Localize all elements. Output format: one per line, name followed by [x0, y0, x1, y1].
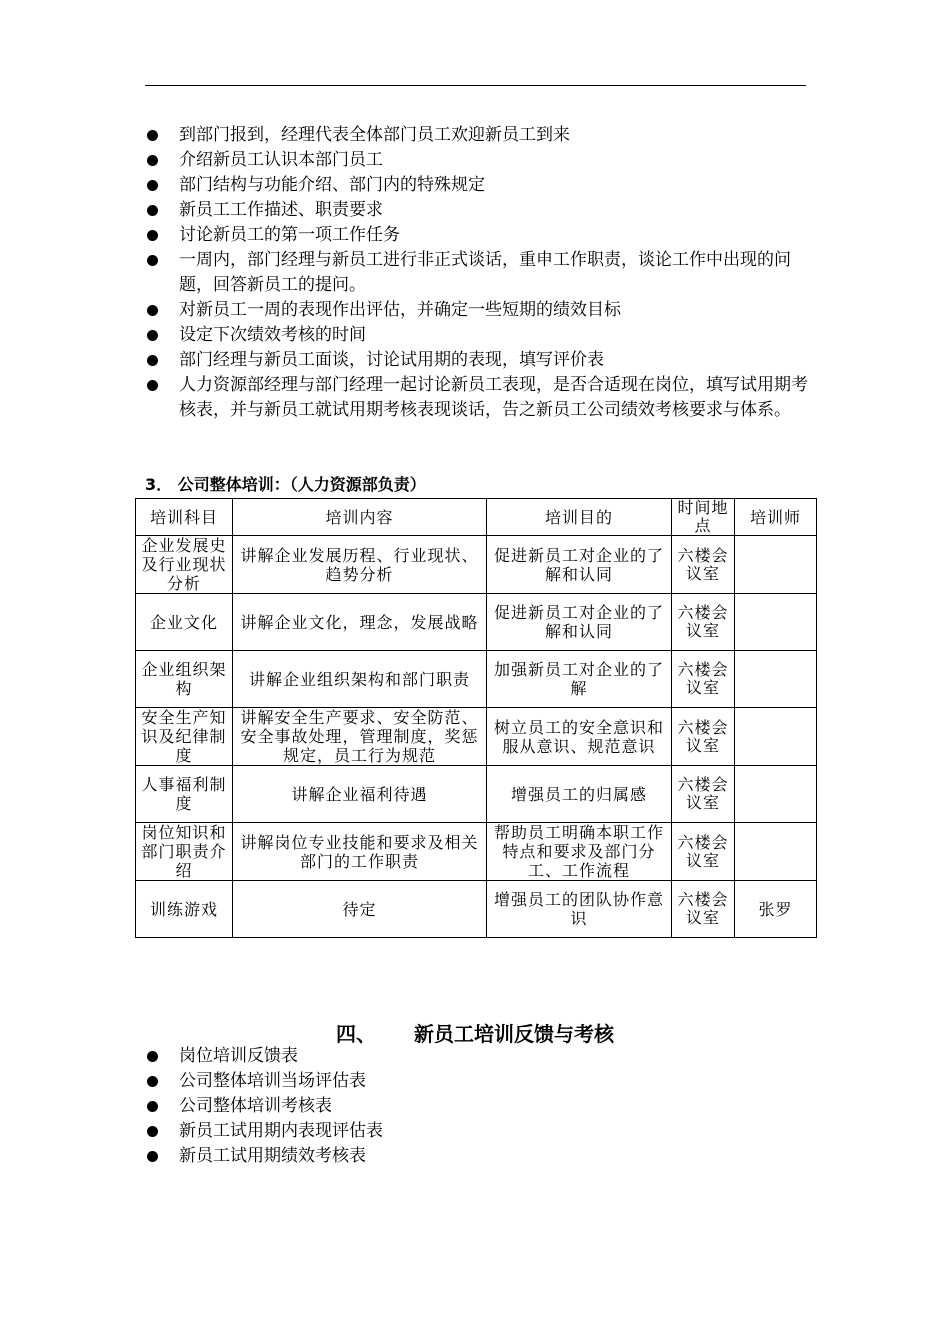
- bullet-icon: [147, 230, 158, 241]
- table-row: [136, 823, 817, 881]
- bullet-icon: [147, 1126, 158, 1137]
- cell-content: 讲解安全生产要求、安全防范、安全事故处理，管理制度，奖惩规定，员工行为规范: [233, 708, 487, 766]
- bullet-icon: [147, 130, 158, 141]
- list-item: [145, 223, 815, 248]
- list-item: [145, 248, 815, 298]
- cell-content: 待定: [233, 881, 487, 938]
- bullet-icon: [147, 1101, 158, 1112]
- cell-trainer: [735, 651, 817, 708]
- cell-purpose: 帮助员工明确本职工作特点和要求及部门分工、工作流程: [487, 823, 672, 881]
- bullet-icon: [147, 255, 158, 266]
- cell-subject: 企业发展史及行业现状分析: [136, 536, 233, 594]
- cell-time-place: 六楼会议室: [672, 594, 735, 651]
- list-item-text: 一周内，部门经理与新员工进行非正式谈话，重申工作职责，谈论工作中出现的问题，回答新员工的提问。: [179, 250, 791, 295]
- table-row: [136, 594, 817, 651]
- bullet-icon: [147, 1151, 158, 1162]
- list-item: [145, 323, 815, 348]
- cell-trainer: [735, 823, 817, 881]
- header-time-place: 时间地点: [672, 499, 735, 536]
- list-item-text: 公司整体培训当场评估表: [179, 1071, 366, 1091]
- list-item-text: 部门经理与新员工面谈，讨论试用期的表现，填写评价表: [179, 350, 604, 370]
- cell-trainer: 张罗: [735, 881, 817, 938]
- header-rule: [145, 85, 806, 86]
- cell-subject: 企业组织架构: [136, 651, 233, 708]
- cell-trainer: [735, 594, 817, 651]
- cell-content: 讲解企业文化，理念，发展战略: [233, 594, 487, 651]
- header-purpose: 培训目的: [487, 499, 672, 536]
- header-subject: 培训科目: [136, 499, 233, 536]
- list-item-text: 对新员工一周的表现作出评估，并确定一些短期的绩效目标: [179, 300, 621, 320]
- list-item-text: 讨论新员工的第一项工作任务: [179, 225, 400, 245]
- list-item-text: 部门结构与功能介绍、部门内的特殊规定: [179, 175, 485, 195]
- cell-time-place: 六楼会议室: [672, 823, 735, 881]
- list-item: [145, 198, 815, 223]
- chapter-4-number: 四、: [336, 1022, 376, 1046]
- bullet-icon: [147, 1076, 158, 1087]
- cell-purpose: 树立员工的安全意识和服从意识、规范意识: [487, 708, 672, 766]
- section-3-title: 3． 公司整体培训：（人力资源部负责）: [145, 475, 426, 494]
- cell-content: 讲解企业组织架构和部门职责: [233, 651, 487, 708]
- cell-time-place: 六楼会议室: [672, 536, 735, 594]
- list-item-text: 设定下次绩效考核的时间: [179, 325, 366, 345]
- list-item: [145, 348, 815, 373]
- cell-content: 讲解企业发展历程、行业现状、趋势分析: [233, 536, 487, 594]
- bullet-icon: [147, 305, 158, 316]
- list-item-text: 新员工工作描述、职责要求: [179, 200, 383, 220]
- table-row: [136, 536, 817, 594]
- cell-trainer: [735, 766, 817, 823]
- bullet-icon: [147, 155, 158, 166]
- header-content: 培训内容: [233, 499, 487, 536]
- bullet-icon: [147, 380, 158, 391]
- list-item-text: 公司整体培训考核表: [179, 1096, 332, 1116]
- list-item-text: 岗位培训反馈表: [179, 1046, 298, 1066]
- cell-subject: 岗位知识和部门职责介绍: [136, 823, 233, 881]
- list-item: [145, 1144, 815, 1169]
- cell-purpose: 增强员工的归属感: [487, 766, 672, 823]
- training-table: [135, 498, 817, 938]
- header-trainer: 培训师: [735, 499, 817, 536]
- bullet-icon: [147, 1051, 158, 1062]
- table-row: [136, 766, 817, 823]
- list-item: [145, 1094, 815, 1119]
- onboarding-steps-list: [145, 123, 815, 423]
- table-row: [136, 651, 817, 708]
- cell-time-place: 六楼会议室: [672, 881, 735, 938]
- list-item-text: 介绍新员工认识本部门员工: [179, 150, 383, 170]
- bullet-icon: [147, 180, 158, 191]
- list-item: [145, 298, 815, 323]
- chapter-4-title: 新员工培训反馈与考核: [414, 1022, 614, 1046]
- list-item: [145, 173, 815, 198]
- cell-time-place: 六楼会议室: [672, 766, 735, 823]
- list-item: [145, 148, 815, 173]
- cell-purpose: 促进新员工对企业的了解和认同: [487, 536, 672, 594]
- bullet-icon: [147, 330, 158, 341]
- list-item: [145, 123, 815, 148]
- list-item: [145, 1119, 815, 1144]
- list-item-text: 人力资源部经理与部门经理一起讨论新员工表现，是否合适现在岗位，填写试用期考核表，并与新员工就试用期考核表现谈话，告之新员工公司绩效考核要求与体系。: [179, 375, 808, 420]
- cell-subject: 人事福利制度: [136, 766, 233, 823]
- cell-trainer: [735, 536, 817, 594]
- table-row: [136, 881, 817, 938]
- list-item-text: 新员工试用期绩效考核表: [179, 1146, 366, 1166]
- feedback-forms-list: [145, 1044, 815, 1169]
- cell-subject: 训练游戏: [136, 881, 233, 938]
- cell-content: 讲解岗位专业技能和要求及相关部门的工作职责: [233, 823, 487, 881]
- bullet-icon: [147, 205, 158, 216]
- table-header-row: [136, 499, 817, 536]
- cell-trainer: [735, 708, 817, 766]
- list-item-text: 到部门报到，经理代表全体部门员工欢迎新员工到来: [179, 125, 570, 145]
- cell-subject: 企业文化: [136, 594, 233, 651]
- table-row: [136, 708, 817, 766]
- cell-purpose: 加强新员工对企业的了解: [487, 651, 672, 708]
- cell-subject: 安全生产知识及纪律制度: [136, 708, 233, 766]
- list-item: [145, 373, 815, 423]
- cell-purpose: 增强员工的团队协作意识: [487, 881, 672, 938]
- list-item: [145, 1069, 815, 1094]
- bullet-icon: [147, 355, 158, 366]
- cell-content: 讲解企业福利待遇: [233, 766, 487, 823]
- list-item: [145, 1044, 815, 1069]
- cell-time-place: 六楼会议室: [672, 651, 735, 708]
- chapter-4-heading: [0, 1018, 950, 1047]
- list-item-text: 新员工试用期内表现评估表: [179, 1121, 383, 1141]
- cell-time-place: 六楼会议室: [672, 708, 735, 766]
- cell-purpose: 促进新员工对企业的了解和认同: [487, 594, 672, 651]
